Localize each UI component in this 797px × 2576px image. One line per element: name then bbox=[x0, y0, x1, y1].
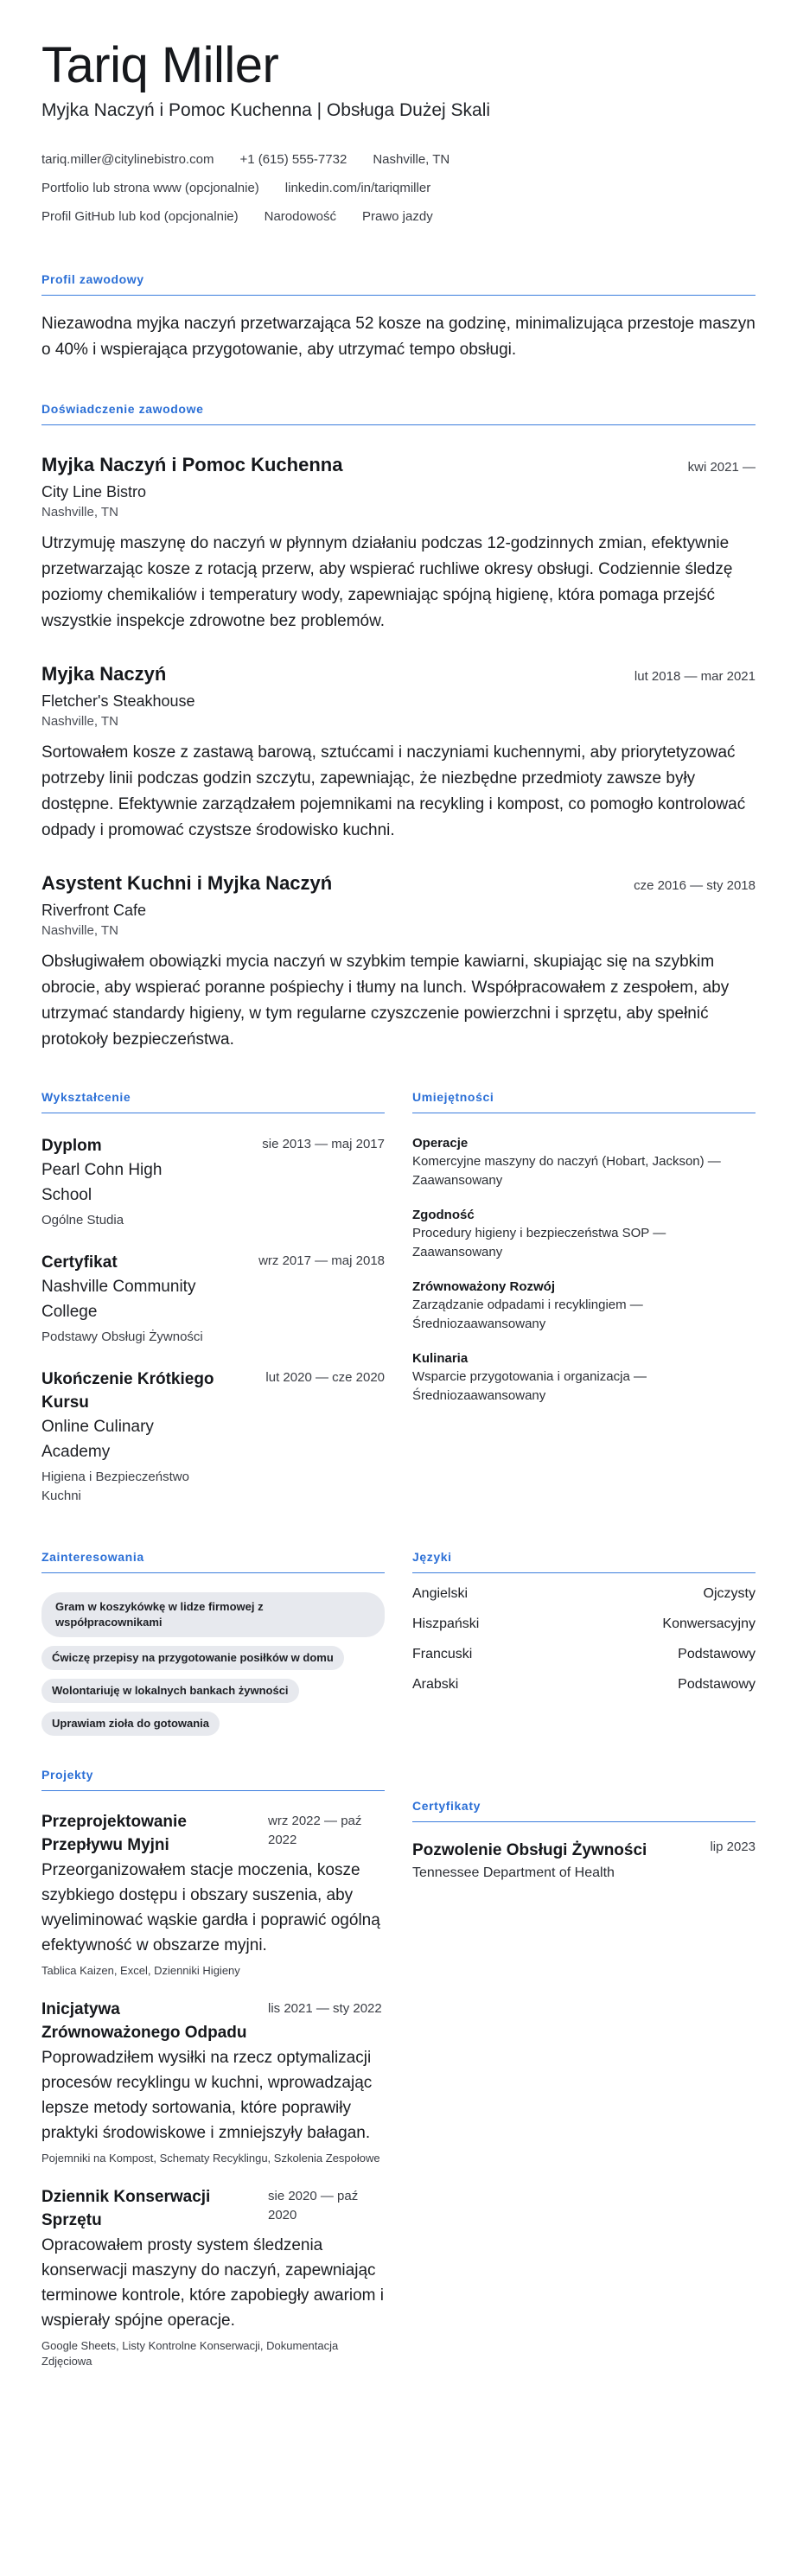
job-date: cze 2016 — sty 2018 bbox=[634, 878, 756, 893]
project-tech: Google Sheets, Listy Kontrolne Konserwacji, Dokumentacja Zdjęciowa bbox=[41, 2339, 339, 2368]
profile-section bbox=[41, 271, 756, 363]
language-name: Arabski bbox=[412, 1677, 459, 1692]
education-field: Ogólne Studia bbox=[41, 1213, 124, 1227]
project-title: Inicjatywa Zrównoważonego Odpadu bbox=[41, 2000, 247, 2042]
language-name: Francuski bbox=[412, 1647, 473, 1661]
education-entry bbox=[41, 1251, 385, 1347]
education-entry bbox=[41, 1368, 385, 1506]
skill-group-items: Komercyjne maszyny do naczyń (Hobart, Jackson) — Zaawansowany bbox=[412, 1154, 721, 1188]
certificate-entry bbox=[412, 1840, 756, 1883]
education-school: Pearl Cohn High School bbox=[41, 1161, 163, 1204]
projects-section bbox=[41, 1767, 385, 2369]
skills-section bbox=[412, 1089, 756, 1506]
education-degree: Certyfikat bbox=[41, 1253, 118, 1272]
languages-section bbox=[412, 1549, 756, 1736]
job-company: Fletcher's Steakhouse bbox=[41, 692, 195, 710]
education-school: Nashville Community College bbox=[41, 1278, 196, 1321]
interests-section bbox=[41, 1549, 385, 1736]
email-link[interactable]: tariq.miller@citylinebistro.com bbox=[41, 152, 214, 167]
phone-link[interactable]: +1 (615) 555-7732 bbox=[239, 152, 347, 167]
skill-group-name: Zrównoważony Rozwój bbox=[412, 1279, 555, 1294]
project-description: Opracowałem prosty system śledzenia konserwacji maszyny do naczyń, zapewniając terminowe kontrole, które zapobiegły awariom i wspierały spójne operacje. bbox=[41, 2236, 385, 2330]
job-title: Asystent Kuchni i Myjka Naczyń bbox=[41, 872, 333, 894]
profile-summary: Niezawodna myjka naczyń przetwarzająca 52 kosze na godzinę, minimalizująca przestoje maszyn o 40% i wspierająca przygotowanie, aby utrzymać tempo obsługi. bbox=[41, 315, 756, 359]
education-date: lut 2020 — cze 2020 bbox=[265, 1370, 385, 1385]
education-degree: Ukończenie Krótkiego Kursu bbox=[41, 1370, 214, 1412]
project-title: Dziennik Konserwacji Sprzętu bbox=[41, 2188, 211, 2229]
interests-languages-row bbox=[41, 1549, 756, 1736]
headline: Myjka Naczyń i Pomoc Kuchenna | Obsługa Dużej Skali bbox=[41, 100, 491, 120]
section-title-certificates: Certyfikaty bbox=[412, 1798, 756, 1822]
resume-header bbox=[41, 35, 756, 226]
contact-row-primary bbox=[41, 150, 756, 169]
job-date: lut 2018 — mar 2021 bbox=[634, 669, 756, 684]
language-row bbox=[412, 1675, 756, 1694]
education-field: Higiena i Bezpieczeństwo Kuchni bbox=[41, 1470, 189, 1503]
skill-group-name: Zgodność bbox=[412, 1208, 475, 1222]
experience-section bbox=[41, 401, 756, 1053]
skill-group-items: Procedury higieny i bezpieczeństwa SOP — Zaawansowany bbox=[412, 1226, 666, 1259]
skill-group-items: Wsparcie przygotowania i organizacja — Średniozaawansowany bbox=[412, 1369, 647, 1403]
job-entry bbox=[41, 453, 756, 634]
certificate-title: Pozwolenie Obsługi Żywności bbox=[412, 1841, 647, 1859]
section-title-projects: Projekty bbox=[41, 1767, 385, 1791]
language-row bbox=[412, 1584, 756, 1604]
nationality-text: Narodowość bbox=[264, 209, 336, 224]
linkedin-link[interactable]: linkedin.com/in/tariqmiller bbox=[284, 181, 431, 195]
project-description: Poprowadziłem wysiłki na rzecz optymalizacji procesów recyklingu w kuchni, wprowadzając lepsze metody sortowania, które poprawiły praktyki środowiskowe i zmniejszyły bałagan. bbox=[41, 2049, 373, 2142]
interest-chip: Ćwiczę przepisy na przygotowanie posiłków w domu bbox=[41, 1646, 344, 1670]
education-field: Podstawy Obsługi Żywności bbox=[41, 1329, 203, 1344]
language-name: Angielski bbox=[412, 1586, 469, 1601]
language-level: Ojczysty bbox=[703, 1586, 756, 1601]
skill-group bbox=[412, 1278, 756, 1334]
education-date: sie 2013 — maj 2017 bbox=[262, 1137, 385, 1151]
education-section bbox=[41, 1089, 385, 1506]
job-title: Myjka Naczyń bbox=[41, 663, 167, 685]
job-location: Nashville, TN bbox=[41, 714, 118, 729]
section-title-interests: Zainteresowania bbox=[41, 1549, 385, 1573]
education-date: wrz 2017 — maj 2018 bbox=[258, 1253, 385, 1268]
project-entry bbox=[41, 1998, 385, 2166]
interest-chip: Gram w koszykówkę w lidze firmowej z współpracownikami bbox=[41, 1592, 385, 1637]
interest-chip: Wolontariuję w lokalnych bankach żywności bbox=[41, 1679, 299, 1703]
section-title-skills: Umiejętności bbox=[412, 1089, 756, 1113]
certificate-date: lip 2023 bbox=[710, 1840, 756, 1854]
job-location: Nashville, TN bbox=[41, 923, 118, 938]
skill-group bbox=[412, 1206, 756, 1262]
job-entry bbox=[41, 662, 756, 844]
license-text: Prawo jazdy bbox=[362, 209, 433, 224]
project-entry bbox=[41, 1810, 385, 1979]
section-title-education: Wykształcenie bbox=[41, 1089, 385, 1113]
github-link[interactable]: Profil GitHub lub kod (opcjonalnie) bbox=[41, 209, 239, 224]
skill-group-name: Kulinaria bbox=[412, 1351, 469, 1366]
job-description: Utrzymuję maszynę do naczyń w płynnym działaniu podczas 12-godzinnych zmian, efektywnie przetwarzając kosze z rotacją przerw, aby wspierać ruchliwe okresy obsługi. Codziennie śledzę poziomy chemikaliów i temperatury wody, zapewniając spójną higienę, która pomaga przejść wszystkie inspekcje zdrowotne bez problemów. bbox=[41, 534, 733, 630]
section-title-languages: Języki bbox=[412, 1549, 756, 1573]
section-title-experience: Doświadczenie zawodowe bbox=[41, 401, 756, 425]
job-company: Riverfront Cafe bbox=[41, 902, 147, 919]
skill-group bbox=[412, 1134, 756, 1190]
portfolio-link[interactable]: Portfolio lub strona www (opcjonalnie) bbox=[41, 181, 259, 195]
project-tech: Pojemniki na Kompost, Schematy Recyklingu, Szkolenia Zespołowe bbox=[41, 2152, 380, 2165]
skill-group bbox=[412, 1349, 756, 1406]
interest-chip: Uprawiam zioła do gotowania bbox=[41, 1712, 220, 1736]
project-tech: Tablica Kaizen, Excel, Dzienniki Higieny bbox=[41, 1964, 240, 1977]
project-entry bbox=[41, 2185, 385, 2369]
projects-certificates-row bbox=[41, 1767, 756, 2369]
language-name: Hiszpański bbox=[412, 1616, 480, 1631]
section-title-profile: Profil zawodowy bbox=[41, 271, 756, 296]
project-date: sie 2020 — paź 2020 bbox=[268, 2189, 359, 2222]
job-description: Sortowałem kosze z zastawą barową, sztućcami i naczyniami kuchennymi, aby priorytetyzować potrzeby linii podczas godzin szczytu, zapewniając, że niezbędne przedmioty zawsze były dostępne. Efektywnie zarządzałem pojemnikami na recykling i kompost, co pomogło kontrolować odpady i promować czystsze środowisko kuchni. bbox=[41, 743, 746, 839]
job-company: City Line Bistro bbox=[41, 483, 147, 501]
contact-row-extra bbox=[41, 207, 756, 226]
language-row bbox=[412, 1645, 756, 1664]
education-degree: Dyplom bbox=[41, 1137, 102, 1155]
project-date: lis 2021 — sty 2022 bbox=[268, 2001, 382, 2016]
candidate-name: Tariq Miller bbox=[41, 37, 279, 93]
skill-group-items: Zarządzanie odpadami i recyklingiem — Średniozaawansowany bbox=[412, 1298, 643, 1331]
certificates-section bbox=[412, 1767, 756, 2369]
certificate-issuer: Tennessee Department of Health bbox=[412, 1865, 615, 1880]
job-location: Nashville, TN bbox=[41, 505, 118, 520]
project-title: Przeprojektowanie Przepływu Myjni bbox=[41, 1813, 187, 1854]
job-date: kwi 2021 — bbox=[687, 460, 756, 475]
language-level: Konwersacyjny bbox=[662, 1616, 756, 1631]
project-date: wrz 2022 — paź 2022 bbox=[268, 1814, 362, 1847]
project-description: Przeorganizowałem stacje moczenia, kosze szybkiego dostępu i obszary suszenia, aby wyeliminować wąskie gardła i poprawić ogólną efektywność w obszarze myjni. bbox=[41, 1861, 380, 1954]
skill-group-name: Operacje bbox=[412, 1136, 469, 1151]
education-school: Online Culinary Academy bbox=[41, 1418, 154, 1461]
language-level: Podstawowy bbox=[678, 1647, 756, 1661]
education-entry bbox=[41, 1134, 385, 1230]
language-row bbox=[412, 1615, 756, 1634]
language-level: Podstawowy bbox=[678, 1677, 756, 1692]
contact-row-links bbox=[41, 179, 756, 198]
job-description: Obsługiwałem obowiązki mycia naczyń w szybkim tempie kawiarni, skupiając się na szybkim obrocie, aby wspierać poranne pośpiechy i tłumy na lunch. Współpracowałem z zespołem, aby utrzymać standardy higieny, w tym regularne czyszczenie powierzchni i sprzętu, aby spełnić protokoły bezpieczeństwa. bbox=[41, 953, 730, 1049]
education-skills-row bbox=[41, 1089, 756, 1506]
job-entry bbox=[41, 871, 756, 1053]
job-title: Myjka Naczyń i Pomoc Kuchenna bbox=[41, 454, 343, 475]
location-text: Nashville, TN bbox=[373, 152, 450, 167]
